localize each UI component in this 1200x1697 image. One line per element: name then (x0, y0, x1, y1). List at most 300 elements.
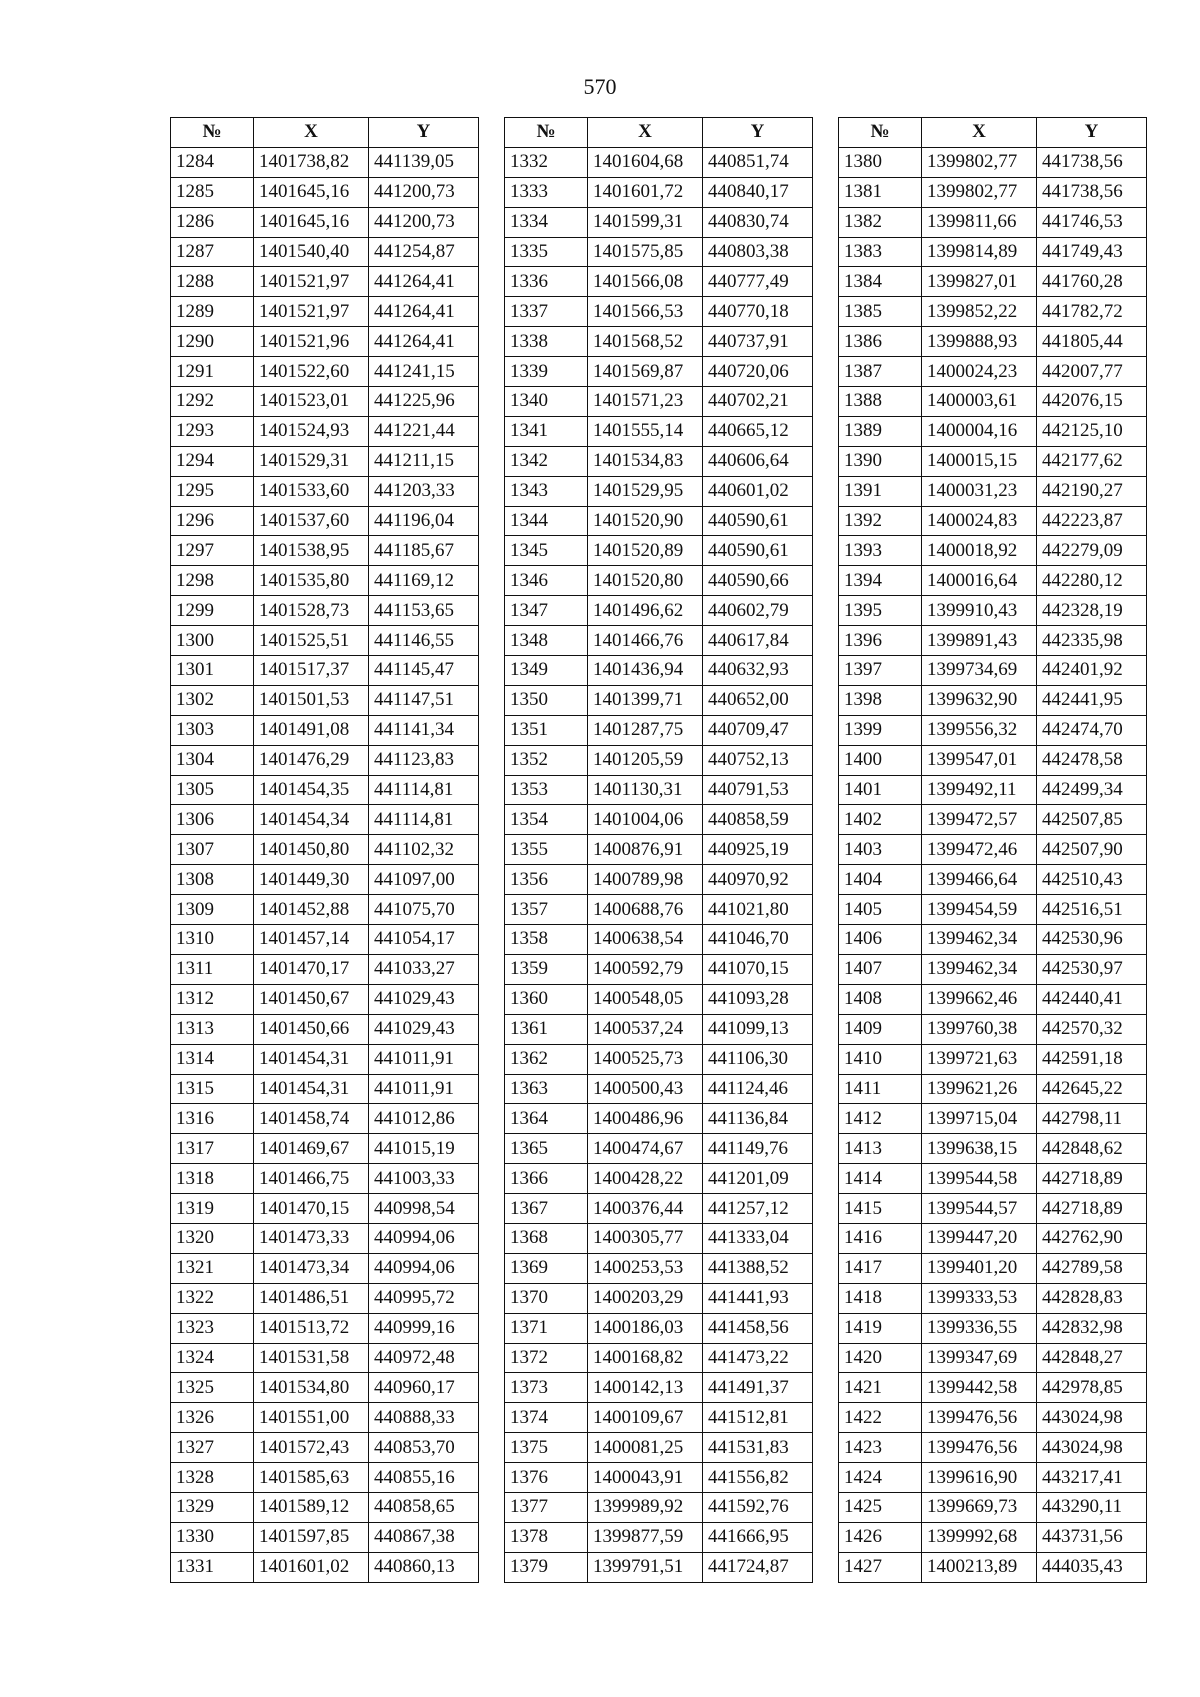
cell-x: 1401496,62 (588, 596, 703, 626)
table-row (505, 835, 813, 865)
table-row (839, 745, 1147, 775)
table-row (171, 147, 479, 177)
cell-y: 441003,33 (369, 1164, 479, 1194)
cell-y: 441738,56 (1037, 147, 1147, 177)
cell-y: 440702,21 (703, 387, 813, 417)
cell-y: 441149,76 (703, 1134, 813, 1164)
table-row (505, 536, 813, 566)
table-row (171, 536, 479, 566)
cell-y: 442848,62 (1037, 1134, 1147, 1164)
cell-x: 1401450,67 (254, 984, 369, 1014)
cell-x: 1400638,54 (588, 925, 703, 955)
cell-y: 441029,43 (369, 1014, 479, 1044)
header-num: № (171, 118, 254, 148)
cell-x: 1400789,98 (588, 865, 703, 895)
cell-num: 1400 (839, 745, 922, 775)
cell-y: 441106,30 (703, 1044, 813, 1074)
cell-y: 440994,06 (369, 1223, 479, 1253)
cell-y: 441196,04 (369, 506, 479, 536)
cell-x: 1400428,22 (588, 1164, 703, 1194)
cell-num: 1332 (505, 147, 588, 177)
coordinate-table-3 (838, 117, 1147, 1583)
cell-y: 442280,12 (1037, 566, 1147, 596)
table-row (171, 1552, 479, 1582)
cell-y: 441760,28 (1037, 267, 1147, 297)
cell-num: 1386 (839, 327, 922, 357)
table-row (505, 865, 813, 895)
table-row (505, 1403, 813, 1433)
cell-num: 1314 (171, 1044, 254, 1074)
cell-x: 1401450,66 (254, 1014, 369, 1044)
cell-num: 1299 (171, 596, 254, 626)
cell-x: 1400688,76 (588, 895, 703, 925)
cell-x: 1400474,67 (588, 1134, 703, 1164)
table-row (171, 1014, 479, 1044)
cell-y: 441746,53 (1037, 207, 1147, 237)
cell-x: 1400186,03 (588, 1313, 703, 1343)
table-row (839, 1253, 1147, 1283)
cell-y: 441099,13 (703, 1014, 813, 1044)
table-row (839, 626, 1147, 656)
table-row (505, 327, 813, 357)
cell-num: 1367 (505, 1194, 588, 1224)
cell-num: 1369 (505, 1253, 588, 1283)
table-row (839, 476, 1147, 506)
cell-num: 1387 (839, 357, 922, 387)
cell-num: 1375 (505, 1433, 588, 1463)
table-row (505, 207, 813, 237)
cell-y: 443024,98 (1037, 1403, 1147, 1433)
table-row (505, 925, 813, 955)
cell-y: 440601,02 (703, 476, 813, 506)
cell-num: 1380 (839, 147, 922, 177)
cell-num: 1292 (171, 387, 254, 417)
cell-x: 1399616,90 (922, 1463, 1037, 1493)
cell-num: 1362 (505, 1044, 588, 1074)
table-row (505, 1283, 813, 1313)
cell-num: 1404 (839, 865, 922, 895)
cell-x: 1401566,08 (588, 267, 703, 297)
cell-num: 1284 (171, 147, 254, 177)
cell-y: 441169,12 (369, 566, 479, 596)
cell-x: 1401466,76 (588, 626, 703, 656)
cell-x: 1401601,72 (588, 177, 703, 207)
cell-x: 1399466,64 (922, 865, 1037, 895)
table-row (171, 745, 479, 775)
table-row (171, 1492, 479, 1522)
table-row (171, 865, 479, 895)
cell-y: 443024,98 (1037, 1433, 1147, 1463)
cell-x: 1401551,00 (254, 1403, 369, 1433)
cell-y: 441264,41 (369, 327, 479, 357)
cell-num: 1366 (505, 1164, 588, 1194)
cell-x: 1399989,92 (588, 1492, 703, 1522)
cell-x: 1400024,23 (922, 357, 1037, 387)
cell-num: 1414 (839, 1164, 922, 1194)
table-row (839, 267, 1147, 297)
page-number: 570 (583, 74, 617, 99)
cell-x: 1399877,59 (588, 1522, 703, 1552)
header-x: X (254, 118, 369, 148)
cell-x: 1401540,40 (254, 237, 369, 267)
cell-y: 441141,34 (369, 715, 479, 745)
table-row (505, 805, 813, 835)
cell-num: 1291 (171, 357, 254, 387)
table-row (839, 984, 1147, 1014)
cell-num: 1382 (839, 207, 922, 237)
cell-x: 1399827,01 (922, 267, 1037, 297)
cell-num: 1324 (171, 1343, 254, 1373)
cell-num: 1354 (505, 805, 588, 835)
table-row (839, 387, 1147, 417)
table-row (505, 775, 813, 805)
cell-x: 1399472,46 (922, 835, 1037, 865)
cell-num: 1401 (839, 775, 922, 805)
cell-x: 1401571,23 (588, 387, 703, 417)
cell-num: 1412 (839, 1104, 922, 1134)
table-row (171, 1104, 479, 1134)
cell-num: 1330 (171, 1522, 254, 1552)
cell-num: 1303 (171, 715, 254, 745)
cell-x: 1399910,43 (922, 596, 1037, 626)
cell-y: 441473,22 (703, 1343, 813, 1373)
cell-y: 440590,61 (703, 536, 813, 566)
cell-num: 1426 (839, 1522, 922, 1552)
cell-num: 1323 (171, 1313, 254, 1343)
cell-y: 442978,85 (1037, 1373, 1147, 1403)
cell-num: 1328 (171, 1463, 254, 1493)
cell-y: 440860,13 (369, 1552, 479, 1582)
cell-x: 1401004,06 (588, 805, 703, 835)
cell-y: 441241,15 (369, 357, 479, 387)
cell-x: 1400876,91 (588, 835, 703, 865)
cell-num: 1352 (505, 745, 588, 775)
cell-x: 1401454,35 (254, 775, 369, 805)
cell-num: 1359 (505, 954, 588, 984)
cell-num: 1394 (839, 566, 922, 596)
cell-x: 1400109,67 (588, 1403, 703, 1433)
table-row (839, 1104, 1147, 1134)
table-row (171, 805, 479, 835)
table-row (839, 925, 1147, 955)
cell-x: 1401521,97 (254, 267, 369, 297)
table-row (171, 1373, 479, 1403)
cell-y: 441011,91 (369, 1074, 479, 1104)
cell-x: 1401533,60 (254, 476, 369, 506)
table-row (171, 1343, 479, 1373)
cell-y: 443731,56 (1037, 1522, 1147, 1552)
table-row (171, 387, 479, 417)
cell-y: 441200,73 (369, 207, 479, 237)
table-row (171, 656, 479, 686)
cell-num: 1338 (505, 327, 588, 357)
cell-x: 1399811,66 (922, 207, 1037, 237)
cell-y: 440994,06 (369, 1253, 479, 1283)
table-row (839, 1403, 1147, 1433)
cell-num: 1351 (505, 715, 588, 745)
table-row (505, 387, 813, 417)
cell-y: 440602,79 (703, 596, 813, 626)
table-row (839, 1313, 1147, 1343)
cell-x: 1400203,29 (588, 1283, 703, 1313)
cell-num: 1306 (171, 805, 254, 835)
cell-x: 1399715,04 (922, 1104, 1037, 1134)
table-row (505, 1134, 813, 1164)
cell-num: 1416 (839, 1223, 922, 1253)
cell-num: 1341 (505, 416, 588, 446)
cell-num: 1312 (171, 984, 254, 1014)
cell-x: 1400592,79 (588, 954, 703, 984)
cell-x: 1399632,90 (922, 685, 1037, 715)
cell-x: 1399662,46 (922, 984, 1037, 1014)
cell-y: 441011,91 (369, 1044, 479, 1074)
cell-num: 1384 (839, 267, 922, 297)
cell-y: 442076,15 (1037, 387, 1147, 417)
table-row (505, 596, 813, 626)
cell-y: 441458,56 (703, 1313, 813, 1343)
cell-y: 441093,28 (703, 984, 813, 1014)
cell-x: 1401521,97 (254, 297, 369, 327)
cell-num: 1310 (171, 925, 254, 955)
cell-x: 1401575,85 (588, 237, 703, 267)
cell-num: 1418 (839, 1283, 922, 1313)
cell-x: 1401469,67 (254, 1134, 369, 1164)
cell-x: 1401645,16 (254, 177, 369, 207)
cell-num: 1325 (171, 1373, 254, 1403)
cell-y: 441153,65 (369, 596, 479, 626)
cell-y: 441749,43 (1037, 237, 1147, 267)
cell-y: 442125,10 (1037, 416, 1147, 446)
table-row (839, 506, 1147, 536)
table-row (171, 1522, 479, 1552)
cell-y: 441033,27 (369, 954, 479, 984)
cell-num: 1357 (505, 895, 588, 925)
cell-num: 1313 (171, 1014, 254, 1044)
table-row (505, 446, 813, 476)
cell-x: 1401538,95 (254, 536, 369, 566)
cell-y: 441441,93 (703, 1283, 813, 1313)
cell-y: 442335,98 (1037, 626, 1147, 656)
table-row (505, 1104, 813, 1134)
table-row (171, 267, 479, 297)
table-row (171, 1074, 479, 1104)
table-row (839, 536, 1147, 566)
cell-y: 441203,33 (369, 476, 479, 506)
table-row (839, 1552, 1147, 1582)
cell-num: 1371 (505, 1313, 588, 1343)
cell-x: 1399721,63 (922, 1044, 1037, 1074)
cell-x: 1399347,69 (922, 1343, 1037, 1373)
table-row (171, 1433, 479, 1463)
cell-x: 1399476,56 (922, 1433, 1037, 1463)
cell-y: 441114,81 (369, 805, 479, 835)
cell-num: 1337 (505, 297, 588, 327)
cell-x: 1400016,64 (922, 566, 1037, 596)
cell-num: 1391 (839, 476, 922, 506)
cell-x: 1399442,58 (922, 1373, 1037, 1403)
header-x: X (922, 118, 1037, 148)
cell-x: 1400031,23 (922, 476, 1037, 506)
table-row (839, 685, 1147, 715)
coordinate-table-1 (170, 117, 479, 1583)
table-row (505, 357, 813, 387)
cell-x: 1400500,43 (588, 1074, 703, 1104)
table-row (839, 237, 1147, 267)
cell-y: 442007,77 (1037, 357, 1147, 387)
table-row (171, 446, 479, 476)
cell-y: 441592,76 (703, 1492, 813, 1522)
cell-y: 440995,72 (369, 1283, 479, 1313)
table-row (505, 416, 813, 446)
table-row (505, 1552, 813, 1582)
cell-y: 441666,95 (703, 1522, 813, 1552)
cell-y: 440709,47 (703, 715, 813, 745)
table-row (171, 1463, 479, 1493)
cell-y: 440770,18 (703, 297, 813, 327)
header-num: № (505, 118, 588, 148)
cell-num: 1311 (171, 954, 254, 984)
table-row (505, 1044, 813, 1074)
cell-y: 441146,55 (369, 626, 479, 656)
cell-y: 441738,56 (1037, 177, 1147, 207)
cell-num: 1381 (839, 177, 922, 207)
table-row (839, 327, 1147, 357)
cell-x: 1400024,83 (922, 506, 1037, 536)
cell-num: 1407 (839, 954, 922, 984)
cell-y: 440925,19 (703, 835, 813, 865)
cell-num: 1309 (171, 895, 254, 925)
table-row (505, 1522, 813, 1552)
cell-x: 1399454,59 (922, 895, 1037, 925)
cell-y: 442440,41 (1037, 984, 1147, 1014)
cell-y: 441333,04 (703, 1223, 813, 1253)
table-row (505, 954, 813, 984)
cell-y: 441102,32 (369, 835, 479, 865)
table-header-row (171, 118, 479, 148)
cell-y: 441145,47 (369, 656, 479, 686)
cell-y: 441136,84 (703, 1104, 813, 1134)
cell-num: 1329 (171, 1492, 254, 1522)
cell-num: 1363 (505, 1074, 588, 1104)
cell-x: 1400213,89 (922, 1552, 1037, 1582)
table-row (505, 1164, 813, 1194)
cell-num: 1340 (505, 387, 588, 417)
cell-y: 440853,70 (369, 1433, 479, 1463)
table-row (171, 416, 479, 446)
cell-num: 1390 (839, 446, 922, 476)
table-row (839, 297, 1147, 327)
cell-x: 1401458,74 (254, 1104, 369, 1134)
cell-y: 442507,85 (1037, 805, 1147, 835)
cell-x: 1401534,80 (254, 1373, 369, 1403)
cell-num: 1425 (839, 1492, 922, 1522)
header-y: Y (1037, 118, 1147, 148)
cell-num: 1307 (171, 835, 254, 865)
cell-y: 441225,96 (369, 387, 479, 417)
cell-y: 441531,83 (703, 1433, 813, 1463)
table-row (839, 865, 1147, 895)
cell-x: 1401466,75 (254, 1164, 369, 1194)
cell-x: 1399992,68 (922, 1522, 1037, 1552)
cell-x: 1400015,15 (922, 446, 1037, 476)
cell-x: 1400018,92 (922, 536, 1037, 566)
cell-x: 1400142,13 (588, 1373, 703, 1403)
cell-x: 1399638,15 (922, 1134, 1037, 1164)
table-row (171, 566, 479, 596)
cell-x: 1400376,44 (588, 1194, 703, 1224)
cell-y: 440652,00 (703, 685, 813, 715)
cell-y: 442828,83 (1037, 1283, 1147, 1313)
cell-num: 1408 (839, 984, 922, 1014)
table-row (171, 476, 479, 506)
cell-x: 1401470,17 (254, 954, 369, 984)
cell-y: 441211,15 (369, 446, 479, 476)
cell-num: 1409 (839, 1014, 922, 1044)
cell-x: 1399547,01 (922, 745, 1037, 775)
cell-y: 442762,90 (1037, 1223, 1147, 1253)
table-row (839, 357, 1147, 387)
cell-y: 442591,18 (1037, 1044, 1147, 1074)
cell-y: 442530,96 (1037, 925, 1147, 955)
cell-num: 1285 (171, 177, 254, 207)
table-row (505, 1343, 813, 1373)
table-row (505, 1253, 813, 1283)
cell-x: 1399492,11 (922, 775, 1037, 805)
cell-x: 1400003,61 (922, 387, 1037, 417)
cell-num: 1327 (171, 1433, 254, 1463)
cell-y: 442798,11 (1037, 1104, 1147, 1134)
cell-x: 1401486,51 (254, 1283, 369, 1313)
table-row (505, 1014, 813, 1044)
cell-y: 441012,86 (369, 1104, 479, 1134)
cell-x: 1399669,73 (922, 1492, 1037, 1522)
table-row (171, 1313, 479, 1343)
cell-num: 1335 (505, 237, 588, 267)
header-x: X (588, 118, 703, 148)
table-row (171, 835, 479, 865)
cell-x: 1399462,34 (922, 925, 1037, 955)
table-row (505, 237, 813, 267)
cell-x: 1401473,34 (254, 1253, 369, 1283)
cell-x: 1401604,68 (588, 147, 703, 177)
cell-x: 1401452,88 (254, 895, 369, 925)
header-y: Y (369, 118, 479, 148)
cell-y: 440617,84 (703, 626, 813, 656)
table-row (505, 1313, 813, 1343)
cell-y: 442441,95 (1037, 685, 1147, 715)
cell-x: 1401520,89 (588, 536, 703, 566)
cell-num: 1356 (505, 865, 588, 895)
cell-x: 1399734,69 (922, 656, 1037, 686)
cell-num: 1383 (839, 237, 922, 267)
cell-num: 1385 (839, 297, 922, 327)
table-row (839, 207, 1147, 237)
cell-num: 1396 (839, 626, 922, 656)
cell-x: 1401522,60 (254, 357, 369, 387)
cell-num: 1331 (171, 1552, 254, 1582)
cell-num: 1322 (171, 1283, 254, 1313)
cell-x: 1401589,12 (254, 1492, 369, 1522)
cell-y: 442832,98 (1037, 1313, 1147, 1343)
cell-num: 1388 (839, 387, 922, 417)
cell-num: 1395 (839, 596, 922, 626)
table-row (505, 984, 813, 1014)
table-row (171, 207, 479, 237)
cell-y: 441257,12 (703, 1194, 813, 1224)
cell-y: 442718,89 (1037, 1164, 1147, 1194)
cell-y: 444035,43 (1037, 1552, 1147, 1582)
cell-num: 1411 (839, 1074, 922, 1104)
